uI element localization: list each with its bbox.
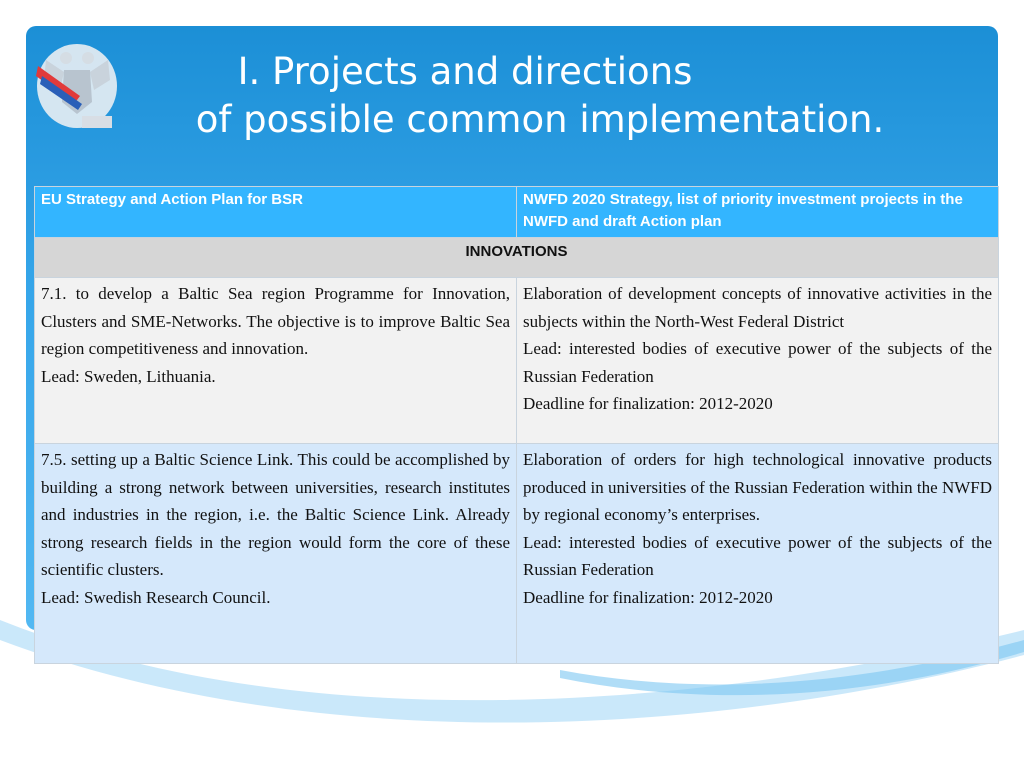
table-cell-nwfd — [517, 278, 999, 444]
table-cell-eu — [35, 444, 517, 664]
column-header-eu-strategy: EU Strategy and Action Plan for BSR — [35, 187, 517, 238]
cell-paragraph: 7.5. setting up a Baltic Science Link. This could be accomplished by building a strong network between universities, research institutes and industries in the region, i.e. the Baltic Science Link. Already strong research fields in the region would form the core of these scientific clusters. — [41, 450, 510, 579]
table-row — [35, 278, 999, 444]
cell-paragraph: Lead: Swedish Research Council. — [41, 587, 271, 607]
slide-title — [130, 48, 950, 144]
section-row — [35, 238, 999, 278]
cell-paragraph: Elaboration of development concepts of innovative activities in the subjects within the North-West Federal District — [523, 284, 992, 331]
title-line-1: I. Projects and directions — [237, 50, 693, 93]
cell-paragraph: Lead: Sweden, Lithuania. — [41, 366, 216, 386]
cell-paragraph: 7.1. to develop a Baltic Sea region Programme for Innovation, Clusters and SME-Networks. The objective is to improve Baltic Sea region competitiveness and innovation. — [41, 284, 510, 358]
table-cell-eu — [35, 278, 517, 444]
title-line-2: of possible common implementation. — [195, 98, 885, 141]
table-header-row — [35, 187, 999, 238]
cell-paragraph: Lead: interested bodies of executive power of the subjects of the Russian Federation — [523, 532, 992, 579]
cell-paragraph: Lead: interested bodies of executive power of the subjects of the Russian Federation — [523, 339, 992, 386]
cell-paragraph: Deadline for finalization: 2012-2020 — [523, 587, 773, 607]
double-headed-eagle-emblem-icon — [34, 40, 120, 132]
table-cell-nwfd — [517, 444, 999, 664]
cell-paragraph: Deadline for finalization: 2012-2020 — [523, 394, 773, 413]
section-label-innovations: INNOVATIONS — [35, 238, 999, 278]
column-header-nwfd-strategy: NWFD 2020 Strategy, list of priority investment projects in the NWFD and draft Action plan — [517, 187, 999, 238]
table-row — [35, 444, 999, 664]
cell-paragraph: Elaboration of orders for high technological innovative products produced in universities of the Russian Federation within the NWFD by regional economy’s enterprises. — [523, 450, 992, 524]
comparison-table — [34, 186, 999, 664]
